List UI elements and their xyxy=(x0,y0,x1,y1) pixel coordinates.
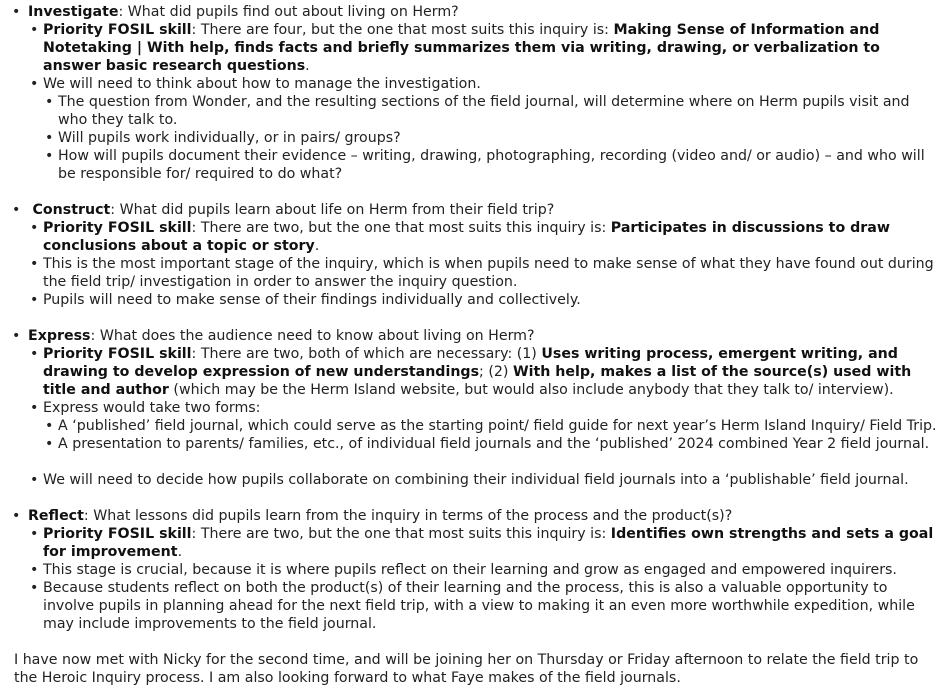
skill-text-1: Uses writing process, emergent writing, and drawing to develop expression of new understandings xyxy=(43,346,898,380)
section-express xyxy=(6,327,938,489)
list-item: • We will need to decide how pupils collaborate on combining their individual field journals into a ‘publishable’ field journal. xyxy=(28,471,938,489)
spacer xyxy=(43,453,938,471)
stage-points xyxy=(28,219,938,309)
stage-points xyxy=(28,21,938,183)
stage-question: What did pupils find out about living on Herm? xyxy=(127,4,459,20)
list-item: • A ‘published’ field journal, which could serve as the starting point/ field guide for next year’s Herm Island Inquiry/ Field Trip. xyxy=(43,417,938,435)
sub-points xyxy=(43,417,938,453)
stage-points xyxy=(28,525,938,633)
list-item: • Pupils will need to make sense of their findings individually and collectively. xyxy=(28,291,938,309)
skill-text-2: With help, makes a list of the source(s) used with title and author xyxy=(43,364,912,398)
list-item xyxy=(28,399,938,471)
stage-item: • Investigate: What did pupils find out about living on Herm? • Priority FOSIL skill: There are four, but the one that most suits this inquiry is: Making Sense of Information and Notetaking | With help, finds facts and briefly summarizes them via writing, drawing, or verbalization to answer basic research questions. • We will need to think about how to manage the investigation. • The question from Wonder, and the resulting sections of the field journal, will determine where on Herm pupils visit and who they talk to. • Will pupils work individually, or in pairs/ groups? • How will pupils document their evidence – writing, drawing, photographing, recording (video and/ or audio) – and who will be responsible for/ required to do what? xyxy=(6,3,938,183)
skill-intro: There are two, both of which are necessary: (1) xyxy=(200,346,542,362)
list-item xyxy=(28,75,938,183)
skill-label: Priority FOSIL skill xyxy=(43,22,192,38)
skill-mid: ; (2) xyxy=(479,364,513,380)
list-item: • This is the most important stage of the inquiry, which is when pupils need to make sense of what they have found out during the field trip/ investigation in order to answer the inquiry question. xyxy=(28,255,938,291)
stage-item: • Express: What does the audience need to know about living on Herm? • Priority FOSIL skill: There are two, both of which are necessary: (1) Uses writing process, emergent writing, and drawing to develop expression of new understandings; (2) With help, makes a list of the source(s) used with title and author (which may be the Herm Island website, but would also include anybody that they talk to/ interview). • Express would take two forms: • A ‘published’ field journal, which could serve as the starting point/ field guide for next year’s Herm Island Inquiry/ Field Trip. • A presentation to parents/ families, etc., of individual field journals and the ‘published’ 2024 combined Year 2 field journal. • We will need to decide how pupils collaborate on combining their individual field journals into a ‘publishable’ field journal. xyxy=(6,327,938,489)
skill-point: • Priority FOSIL skill: There are two, but the one that most suits this inquiry is: Identifies own strengths and sets a goal for improvement. xyxy=(28,525,938,561)
stage-question: What did pupils learn about life on Herm from their field trip? xyxy=(119,202,555,218)
list-item: • The question from Wonder, and the resulting sections of the field journal, will determine where on Herm pupils visit and who they talk to. xyxy=(43,93,938,129)
list-item: • Because students reflect on both the product(s) of their learning and the process, this is also a valuable opportunity to involve pupils in planning ahead for the next field trip, with a view to making it an even more worthwhile expedition, while may include improvements to the field journal. xyxy=(28,579,938,633)
skill-point: • Priority FOSIL skill: There are two, both of which are necessary: (1) Uses writing process, emergent writing, and drawing to develop expression of new understandings; (2) With help, makes a list of the source(s) used with title and author (which may be the Herm Island website, but would also include anybody that they talk to/ interview). xyxy=(28,345,938,399)
sub-points xyxy=(43,93,938,183)
skill-text: Making Sense of Information and Notetaking | With help, finds facts and briefly summarizes them via writing, drawing, or verbalization to answer basic research questions xyxy=(43,22,880,74)
stage-name: Construct xyxy=(32,202,111,218)
skill-text: Identifies own strengths and sets a goal for improvement xyxy=(43,526,934,560)
skill-label: Priority FOSIL skill xyxy=(43,346,192,362)
list-item: • This stage is crucial, because it is where pupils reflect on their learning and grow as engaged and empowered inquirers. xyxy=(28,561,938,579)
forms-intro: Express would take two forms: xyxy=(43,400,261,416)
skill-intro: There are four, but the one that most suits this inquiry is: xyxy=(200,22,614,38)
list-item: • Will pupils work individually, or in pairs/ groups? xyxy=(43,129,938,147)
stage-name: Investigate xyxy=(28,4,119,20)
stage-question: What does the audience need to know about living on Herm? xyxy=(99,328,535,344)
skill-tail: (which may be the Herm Island website, but would also include anybody that they talk to/ interview). xyxy=(168,382,894,398)
stage-item: • Reflect: What lessons did pupils learn from the inquiry in terms of the process and the product(s)? • Priority FOSIL skill: There are two, but the one that most suits this inquiry is: Identifies own strengths and sets a goal for improvement. • This stage is crucial, because it is where pupils reflect on their learning and grow as engaged and empowered inquirers. • Because students reflect on both the product(s) of their learning and the process, this is also a valuable opportunity to involve pupils in planning ahead for the next field trip, with a view to making it an even more worthwhile expedition, while may include improvements to the field journal. xyxy=(6,507,938,633)
stage-points xyxy=(28,345,938,489)
stage-name: Reflect xyxy=(28,508,84,524)
closing-paragraph: I have now met with Nicky for the second time, and will be joining her on Thursday or Friday afternoon to relate the field trip to the Heroic Inquiry process. I am also looking forward to what Faye makes of the field journals. xyxy=(14,652,919,686)
skill-intro: There are two, but the one that most suits this inquiry is: xyxy=(200,220,611,236)
skill-point: • Priority FOSIL skill: There are two, but the one that most suits this inquiry is: Participates in discussions to draw conclusions about a topic or story. xyxy=(28,219,938,255)
stage-name: Express xyxy=(28,328,91,344)
skill-point: • Priority FOSIL skill: There are four, but the one that most suits this inquiry is: Making Sense of Information and Notetaking | With help, finds facts and briefly summarizes them via writing, drawing, or verbalization to answer basic research questions. xyxy=(28,21,938,75)
section-construct xyxy=(6,201,938,309)
stage-question: What lessons did pupils learn from the inquiry in terms of the process and the product(s)? xyxy=(93,508,733,524)
skill-label: Priority FOSIL skill xyxy=(43,220,192,236)
stage-item: • Construct: What did pupils learn about life on Herm from their field trip? • Priority FOSIL skill: There are two, but the one that most suits this inquiry is: Participates in discussions to draw conclusions about a topic or story. • This is the most important stage of the inquiry, which is when pupils need to make sense of what they have found out during the field trip/ investigation in order to answer the inquiry question. • Pupils will need to make sense of their findings individually and collectively. xyxy=(6,201,938,309)
skill-intro: There are two, but the one that most suits this inquiry is: xyxy=(200,526,611,542)
skill-text: Participates in discussions to draw conclusions about a topic or story xyxy=(43,220,890,254)
list-item: • A presentation to parents/ families, etc., of individual field journals and the ‘published’ 2024 combined Year 2 field journal. xyxy=(43,435,938,453)
section-investigate xyxy=(6,3,938,183)
manage-text: We will need to think about how to manage the investigation. xyxy=(43,76,481,92)
list-item: • How will pupils document their evidence – writing, drawing, photographing, recording (video and/ or audio) – and who will be responsible for/ required to do what? xyxy=(43,147,938,183)
skill-label: Priority FOSIL skill xyxy=(43,526,192,542)
section-reflect xyxy=(6,507,938,633)
